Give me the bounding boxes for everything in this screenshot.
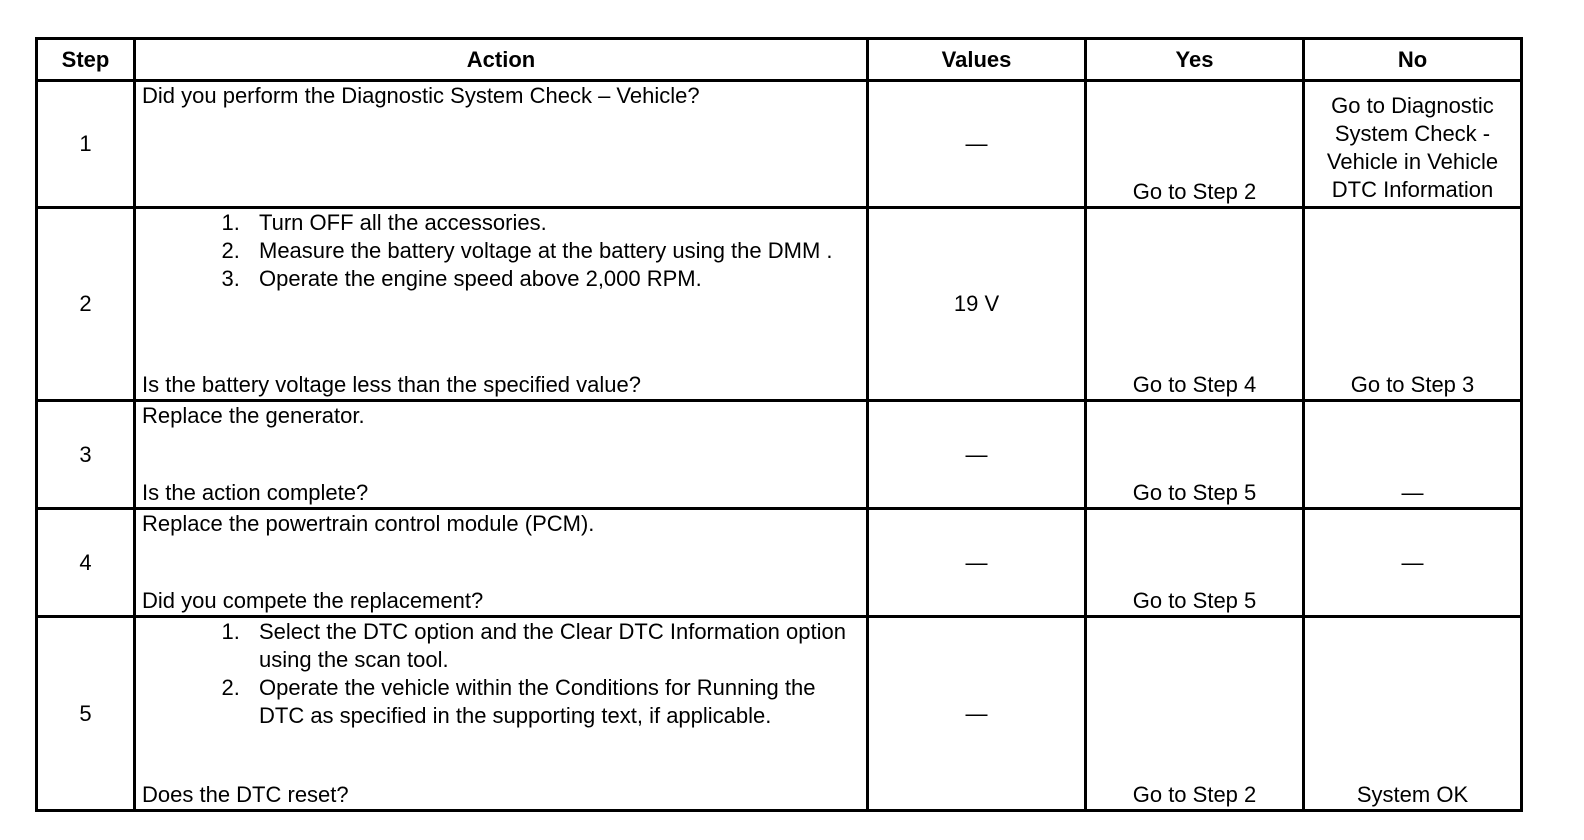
yes-cell: Go to Step 5 [1086, 401, 1304, 509]
yes-cell: Go to Step 2 [1086, 617, 1304, 811]
step-number: 4 [37, 509, 135, 617]
step-number: 3 [37, 401, 135, 509]
step-number: 2 [37, 208, 135, 401]
value-cell: — [868, 617, 1086, 811]
action-steps-list [142, 618, 860, 730]
action-cell [135, 208, 868, 401]
table-row [37, 81, 1522, 208]
action-cell [135, 81, 868, 208]
list-item: 3. Operate the engine speed above 2,000 RPM. [246, 265, 860, 293]
action-question: Does the DTC reset? [142, 782, 349, 807]
no-cell: Go to Step 3 [1304, 208, 1522, 401]
step-number: 1 [37, 81, 135, 208]
table-row [37, 208, 1522, 401]
header-no: No [1304, 39, 1522, 81]
step-number: 5 [37, 617, 135, 811]
list-item: 1. Select the DTC option and the Clear DTC Information option using the scan tool. [246, 618, 860, 674]
action-question: Is the battery voltage less than the specified value? [142, 372, 641, 397]
yes-cell: Go to Step 2 [1086, 81, 1304, 208]
table-row [37, 401, 1522, 509]
action-cell [135, 617, 868, 811]
header-yes: Yes [1086, 39, 1304, 81]
value-cell: — [868, 81, 1086, 208]
no-cell: System OK [1304, 617, 1522, 811]
no-cell: — [1304, 509, 1522, 617]
action-question: Did you compete the replacement? [142, 588, 484, 613]
no-cell: — [1304, 401, 1522, 509]
header-step: Step [37, 39, 135, 81]
table-row [37, 617, 1522, 811]
header-values: Values [868, 39, 1086, 81]
action-cell [135, 509, 868, 617]
header-action: Action [135, 39, 868, 81]
diagnostic-table [35, 37, 1523, 812]
header-row [37, 39, 1522, 81]
list-item: 1. Turn OFF all the accessories. [246, 209, 860, 237]
list-item: 2. Measure the battery voltage at the battery using the DMM . [246, 237, 860, 265]
action-question: Is the action complete? [142, 480, 369, 505]
action-cell [135, 401, 868, 509]
value-cell: 19 V [868, 208, 1086, 401]
action-text: Did you perform the Diagnostic System Check – Vehicle? [142, 83, 700, 108]
value-cell: — [868, 401, 1086, 509]
table-row [37, 509, 1522, 617]
value-cell: — [868, 509, 1086, 617]
action-steps-list [142, 209, 860, 293]
no-cell [1304, 81, 1522, 208]
no-text: Go to Diagnostic System Check - Vehicle in Vehicle DTC Information [1326, 93, 1499, 202]
list-item: 2. Operate the vehicle within the Conditions for Running the DTC as specified in the supporting text, if applicable. [246, 674, 860, 730]
yes-cell: Go to Step 4 [1086, 208, 1304, 401]
action-text: Replace the generator. [142, 403, 365, 428]
yes-cell: Go to Step 5 [1086, 509, 1304, 617]
action-text: Replace the powertrain control module (PCM). [142, 511, 595, 536]
